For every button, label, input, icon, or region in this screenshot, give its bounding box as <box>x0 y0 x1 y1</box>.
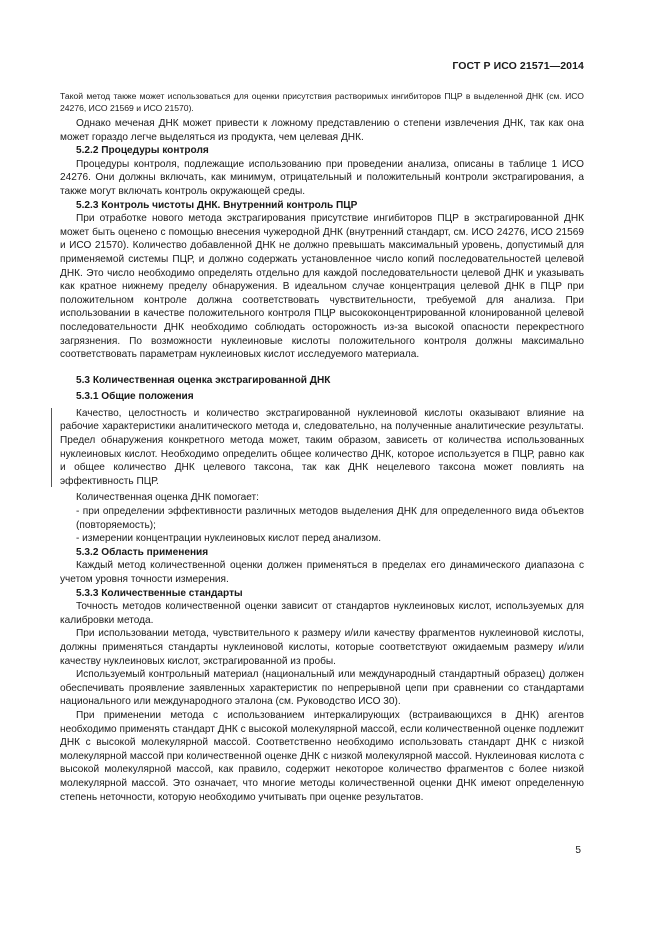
paragraph: При использовании метода, чувствительного к размеру и/или качеству фрагментов нуклеиновой кислоты, должны применяться стандарты нуклеиновой кислоты, которые соответствуют ожидаемым размеру и/или качеству нуклеиновых кислот, экстрагированной из пробы. <box>60 628 584 667</box>
page-body <box>60 90 584 804</box>
paragraph: Количественная оценка ДНК помогает: <box>76 492 259 504</box>
marked-paragraph: Качество, целостность и количество экстрагированной нуклеиновой кислоты оказывают влияние на рабочие характеристики аналитического метода и, следовательно, на полученные аналитические результаты. Предел обнаружения конкретного метода может, таким образом, зависеть от количества использованных нуклеиновых кислот. Необходимо определить общее количество ДНК, которое используется в ПЦР, равно как и общее количество ДНК целевого таксона, так как ДНК нецелевого таксона может повлиять на эффективность ПЦР. <box>60 407 584 487</box>
page-number: 5 <box>575 845 581 856</box>
paragraph: Точность методов количественной оценки зависит от стандартов нуклеиновых кислот, используемых для калибровки метода. <box>60 601 584 626</box>
section-heading-5-2-2: 5.2.2 Процедуры контроля <box>76 145 209 157</box>
paragraph: Процедуры контроля, подлежащие использованию при проведении анализа, описаны в таблице 1 ИСО 24276. Они должны включать, как минимум, отрицательный и положительный контроли экстрагирования, а также могут включать контроль окружающей среды. <box>60 158 584 197</box>
section-heading-5-3: 5.3 Количественная оценка экстрагированной ДНК <box>76 374 331 386</box>
section-heading-5-2-3: 5.2.3 Контроль чистоты ДНК. Внутренний контроль ПЦР <box>76 199 358 211</box>
section-heading-5-3-3: 5.3.3 Количественные стандарты <box>76 587 243 599</box>
paragraph: Однако меченая ДНК может привести к ложному представлению о степени извлечения ДНК, так как она может гораздо легче выделяться из продукта, чем целевая ДНК. <box>60 118 584 143</box>
paragraph: При отработке нового метода экстрагирования присутствие ингибиторов ПЦР в экстрагированной ДНК может быть оценено с помощью внесения чужеродной ДНК (внутренний стандарт, см. ИСО 24276, ИСО 21569 и ИСО 21570). Количество добавленной ДНК не должно превышать максимальный уровень, допустимый для применяемой системы ПЦР, и должно содержать установленное число копий последовательностей целевой ДНК. Это число необходимо определять отдельно для каждой последовательности целевой ДНК и указывать как кратное нижнему пределу обнаружения. В идеальном случае концентрация целевой ДНК в ПЦР при положительном контроле должна соответствовать чувствительности, требуемой для анализа. При использовании в качестве положительного контроля ПЦР высококонцентрированной клонированной целевой последовательности ДНК необходимо соблюдать осторожность из-за высокой опасности перекрестного загрязнения. По возможности нуклеиновые кислоты положительного контроля должны максимально соответствовать параметрам нуклеиновых кислот исследуемого материала. <box>60 213 584 361</box>
paragraph: При применении метода с использованием интеркалирующих (встраивающихся в ДНК) агентов необходимо применять стандарт ДНК с высокой молекулярной массой, если количественной оценке подлежит ДНК с высокой молекулярной массой. Соответственно необходимо использовать стандарт ДНК с низкой молекулярной массой при количественной оценке ДНК с низкой молекулярной массой. Нуклеиновая кислота с высокой молекулярной массой, как правило, содержит некоторое количество фрагментов с более низкой молекулярной массой. Это означает, что многие методы количественной оценки ДНК имеют определенную степень неточности, которую необходимо учитывать при оценке результатов. <box>60 709 584 803</box>
standard-header: ГОСТ Р ИСО 21571—2014 <box>452 60 584 72</box>
section-heading-5-3-2: 5.3.2 Область применения <box>76 546 209 558</box>
list-item: - измерении концентрации нуклеиновых кислот перед анализом. <box>76 533 382 545</box>
note-paragraph: Такой метод также может использоваться для оценки присутствия растворимых ингибиторов ПЦР в выделенной ДНК (см. ИСО 24276, ИСО 21569 и ИСО 21570). <box>60 91 584 113</box>
list-item: - при определении эффективности различных методов выделения ДНК для определенного вида объектов (повторяемость); <box>76 506 584 531</box>
paragraph: Каждый метод количественной оценки должен применяться в пределах его динамического диапазона с учетом уровня точности измерения. <box>60 560 584 585</box>
section-heading-5-3-1: 5.3.1 Общие положения <box>76 391 194 403</box>
paragraph: Используемый контрольный материал (национальный или международный стандартный образец) должен обеспечивать проявление заявленных характеристик по непрерывной цепи при сравнении со стандартами национального или международного эталона (см. Руководство ИСО 30). <box>60 669 584 708</box>
